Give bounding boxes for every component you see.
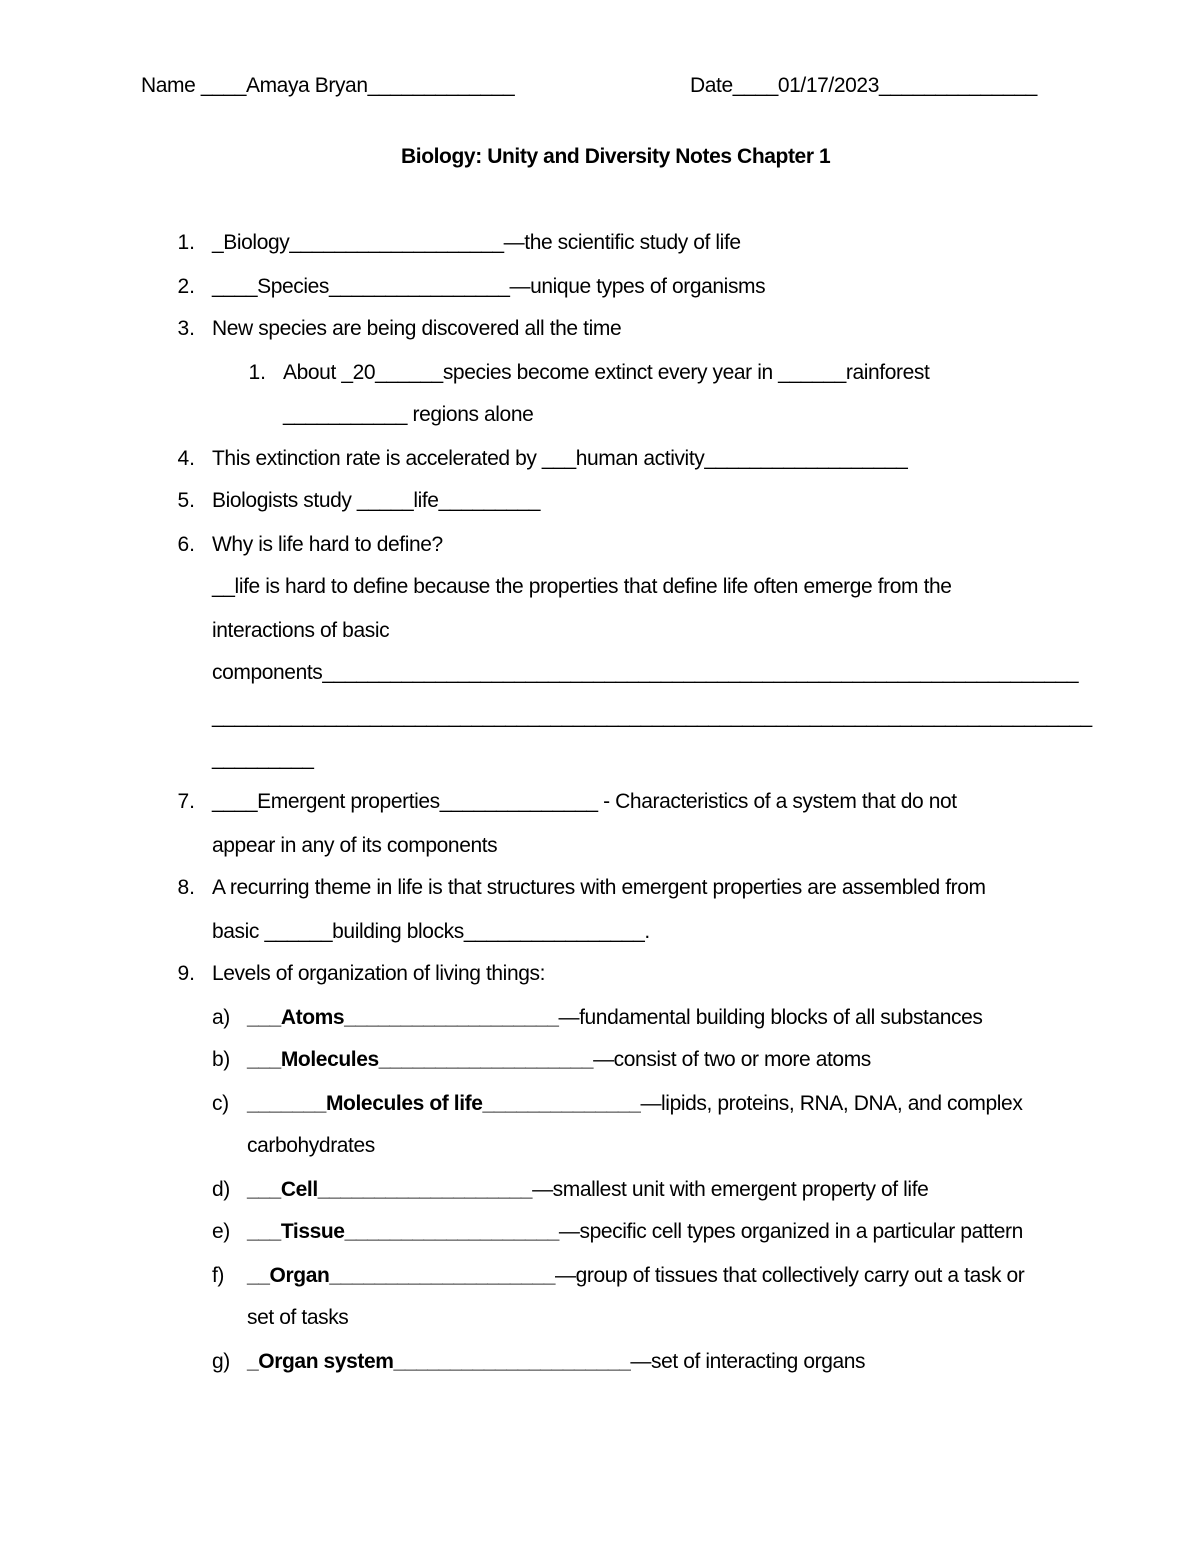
sub-item-text: ___________ regions alone [283,403,534,426]
item-text: Why is life hard to define? [212,533,443,556]
level-row [247,1005,983,1031]
level-definition: —group of tissues that collectively carry out a task or [554,1264,1025,1287]
level-label: b) [212,1048,230,1071]
level-term: ___Molecules___________________ [247,1048,594,1071]
item-number: 6. [177,533,195,556]
item-number: 7. [177,790,195,813]
item-number: 5. [177,489,195,512]
item-number: 4. [177,447,195,470]
name-line: Name ____Amaya Bryan_____________ [141,74,515,97]
level-definition: —smallest unit with emergent property of life [532,1178,929,1201]
level-definition: —specific cell types organized in a particular pattern [558,1220,1023,1243]
item-number: 3. [177,317,195,340]
item-text: Levels of organization of living things: [212,962,546,985]
level-term: __Organ____________________ [247,1264,555,1287]
level-definition: —fundamental building blocks of all substances [558,1006,983,1029]
level-label: e) [212,1220,230,1243]
level-label: a) [212,1006,230,1029]
level-term: ___Tissue___________________ [247,1220,559,1243]
item-text: basic ______building blocks________________. [212,920,650,943]
level-row [247,1091,1022,1117]
level-term: ___Cell___________________ [247,1178,533,1201]
item-number: 9. [177,962,195,985]
level-definition: —lipids, proteins, RNA, DNA, and complex [640,1092,1023,1115]
item-number: 2. [177,275,195,298]
level-definition-cont: carbohydrates [247,1134,375,1157]
item-text: ____Species________________—unique types of organisms [212,275,766,298]
level-term: _______Molecules of life______________ [247,1092,641,1115]
answer-blank: _________ [212,747,314,770]
item-number: 8. [177,876,195,899]
level-label: g) [212,1350,230,1373]
answer-blank: ______________________________________________________________________________ [212,705,1092,728]
sub-item-number: 1. [248,361,266,384]
level-term: ___Atoms___________________ [247,1006,559,1029]
date-line: Date____01/17/2023______________ [690,74,1037,97]
page-title: Biology: Unity and Diversity Notes Chapter 1 [401,145,831,168]
item-text: Biologists study _____life_________ [212,489,541,512]
item-text: This extinction rate is accelerated by ___human activity__________________ [212,447,908,470]
level-label: f) [212,1264,225,1287]
item-text: A recurring theme in life is that structures with emergent properties are assembled from [212,876,986,899]
level-label: c) [212,1092,229,1115]
level-definition-cont: set of tasks [247,1306,349,1329]
level-row [247,1349,865,1375]
item-text: _Biology___________________—the scientific study of life [212,231,741,254]
level-definition: —set of interacting organs [630,1350,866,1373]
item-text: New species are being discovered all the time [212,317,622,340]
item-number: 1. [177,231,195,254]
level-row [247,1047,871,1073]
level-label: d) [212,1178,230,1201]
answer-text: __life is hard to define because the properties that define life often emerge from the [212,575,952,598]
sub-item-text: About _20______species become extinct every year in ______rainforest [283,361,930,384]
item-text: appear in any of its components [212,834,498,857]
answer-text: interactions of basic [212,619,390,642]
item-text: ____Emergent properties______________ - Characteristics of a system that do not [212,790,957,813]
level-row [247,1219,1023,1245]
level-row [247,1263,1024,1289]
level-term: _Organ system_____________________ [247,1350,631,1373]
level-row [247,1177,928,1203]
answer-text: components___________________________________________________________________ [212,661,1079,684]
level-definition: —consist of two or more atoms [593,1048,871,1071]
